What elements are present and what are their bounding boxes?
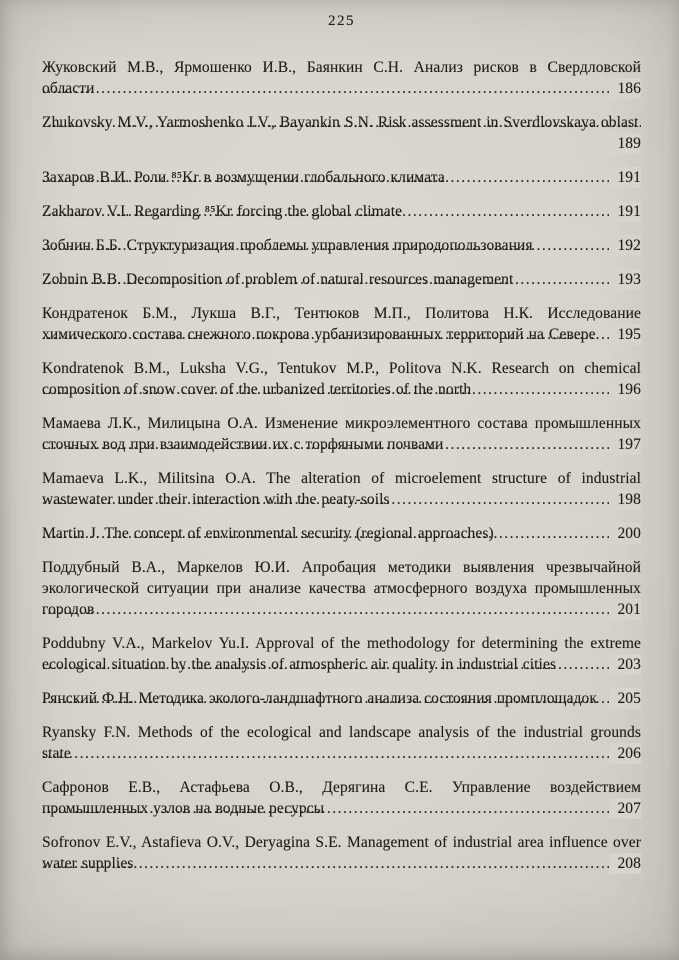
toc-entry-text: Zobnin B.B. Decomposition of problem of natural resources management: [42, 271, 514, 288]
toc-entry-page-number: 206: [609, 743, 641, 764]
toc-entry-text: Сафронов Е.В., Астафьева О.В., Дерягина С.Е. Управление воздействием промышленных узлов на водные ресурсы: [42, 779, 641, 817]
toc-entry: [42, 235, 641, 256]
toc-entry: [42, 468, 641, 510]
toc-entry-text: Кондратенок Б.М., Лукша В.Г., Тентюков М.П., Политова Н.К. Исследование химического состава снежного покрова урбанизированных территорий на Севере: [42, 305, 641, 343]
toc-entry-text: Zhukovsky M.V., Yarmoshenko I.V., Bayankin S.N. Risk assessment in Sverdlovskaya oblast: [42, 114, 639, 131]
toc-entry-text: Martin J. The concept of environmental security (regional approaches): [42, 525, 494, 542]
toc-entry-page-number: 191: [609, 201, 641, 222]
toc-entry: [42, 57, 641, 99]
toc-entry-page-number: 196: [609, 379, 641, 400]
toc-entry-page-number: 205: [609, 688, 641, 709]
toc-entry-text: Sofronov E.V., Astafieva O.V., Deryagina S.E. Management of industrial area influence over water supplies: [42, 834, 641, 872]
toc-entry: [42, 167, 641, 188]
toc-entry-page-number: 195: [609, 324, 641, 345]
toc-entry-text: Poddubny V.A., Markelov Yu.I. Approval of the methodology for determining the extreme ecological situation by the analysis of atmospheric air quality in industrial cities: [42, 635, 641, 673]
toc-entry-text: Мамаева Л.К., Милицына О.А. Изменение микроэлементного состава промышленных сточных вод при взаимодействии их с торфяными почвами: [42, 415, 641, 453]
toc-entry: [42, 777, 641, 819]
toc-entry-text: Поддубный В.А., Маркелов Ю.И. Апробация методики выявления чрезвычайной экологической ситуации при анализе качества атмосферного воздуха промышленных городов: [42, 559, 641, 618]
toc-entry-page-number: 200: [609, 523, 641, 544]
toc-entry: [42, 523, 641, 544]
table-of-contents: [42, 57, 641, 874]
toc-entry: [42, 413, 641, 455]
toc-entry-text: Zakharov V.I. Regarding ⁸⁵Kr forcing the global climate: [42, 203, 403, 220]
toc-entry-page-number: 197: [609, 434, 641, 455]
toc-entry-text: Kondratenok B.M., Luksha V.G., Tentukov M.P., Politova N.K. Research on chemical composition of snow cover of the urbanized territories of the north: [42, 360, 641, 398]
toc-entry: [42, 557, 641, 620]
toc-entry: [42, 201, 641, 222]
toc-entry-text: Зобнин Б.Б. Структуризация проблемы управления природопользования: [42, 237, 533, 254]
toc-entry: [42, 112, 641, 154]
toc-entry-text: Жуковский М.В., Ярмошенко И.В., Баянкин С.Н. Анализ рисков в Свердловской области: [42, 59, 641, 97]
toc-entry-page-number: 203: [609, 654, 641, 675]
toc-entry-page-number: 189: [609, 133, 641, 154]
toc-entry-text: Захаров В.И. Роли ⁸⁵Kr в возмущении глобального климата: [42, 169, 445, 186]
toc-entry: [42, 832, 641, 874]
page-number: 225: [328, 13, 355, 29]
toc-entry-page-number: 201: [609, 599, 641, 620]
toc-entry-page-number: 186: [609, 78, 641, 99]
toc-entry-page-number: 192: [609, 235, 641, 256]
toc-entry: [42, 358, 641, 400]
toc-entry-page-number: 208: [609, 853, 641, 874]
toc-entry: [42, 722, 641, 764]
toc-entry: [42, 303, 641, 345]
toc-entry-text: Ryansky F.N. Methods of the ecological and landscape analysis of the industrial grounds state: [42, 724, 641, 762]
toc-entry-page-number: 207: [609, 798, 641, 819]
toc-entry-page-number: 198: [609, 489, 641, 510]
toc-entry-page-number: 191: [609, 167, 641, 188]
toc-entry-text: Mamaeva L.K., Militsina O.A. The alteration of microelement structure of industrial wastewater under their interaction with the peaty-soils: [42, 470, 641, 508]
toc-entry-page-number: 193: [609, 269, 641, 290]
toc-entry: [42, 633, 641, 675]
toc-entry-text: Рянский Ф.Н. Методика эколого-ландшафтного анализа состояния промплощадок: [42, 690, 598, 707]
toc-entry: [42, 688, 641, 709]
toc-entry: [42, 269, 641, 290]
